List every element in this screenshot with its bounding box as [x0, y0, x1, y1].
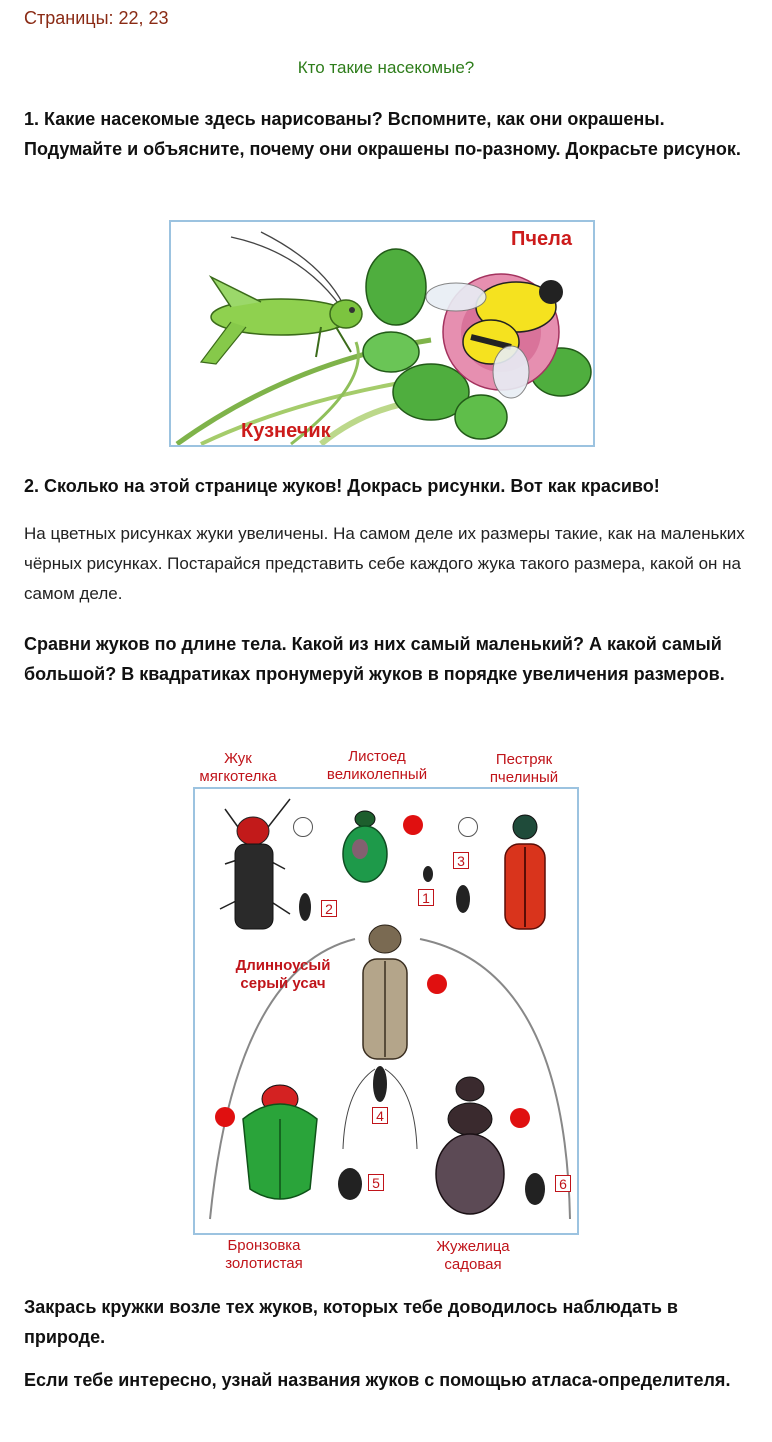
answer-circle-red[interactable] — [427, 974, 447, 994]
figure-grasshopper-bee — [169, 220, 595, 447]
label-soldier-beetle: Жук мягкотелка — [199, 750, 277, 785]
compare-paragraph: Сравни жуков по длине тела. Какой из них самый маленький? А какой самый большой? В квадратиках пронумеруй жуков в порядке увеличения размеров. — [24, 634, 725, 684]
label-bee: Пчела — [511, 228, 572, 250]
info-paragraph: На цветных рисунках жуки увеличены. На самом деле их размеры такие, как на маленьких чёрных рисунках. Постарайся представить себе каждого жука такого размера, какой он на самом деле. — [24, 524, 745, 603]
number-box-2[interactable]: 2 — [321, 900, 337, 917]
answer-circle-red[interactable] — [215, 1107, 235, 1127]
number-box-6[interactable]: 6 — [555, 1175, 571, 1192]
question-1: 1. Какие насекомые здесь нарисованы? Вспомните, как они окрашены. Подумайте и объясните, почему они окрашены по-разному. Докрасьте рисунок. — [24, 109, 741, 159]
answer-circle-empty[interactable] — [458, 817, 478, 837]
question-2: 2. Сколько на этой странице жуков! Докрась рисунки. Вот как красиво! — [24, 476, 660, 496]
answer-circle-red[interactable] — [510, 1108, 530, 1128]
answer-circle-empty[interactable] — [293, 817, 313, 837]
label-leaf-beetle: Листоед великолепный — [326, 748, 428, 783]
figure-2-illustration — [195, 789, 579, 1235]
number-box-1[interactable]: 1 — [418, 889, 434, 906]
label-grasshopper: Кузнечик — [241, 420, 331, 442]
circles-paragraph: Закрась кружки возле тех жуков, которых тебе доводилось наблюдать в природе. — [24, 1297, 678, 1347]
label-longhorn-beetle: Длинноусый серый усач — [235, 957, 331, 992]
figure-1-illustration — [171, 222, 595, 447]
answer-circle-red[interactable] — [403, 815, 423, 835]
label-checkered-beetle: Пестряк пчелиный — [489, 751, 559, 786]
figure-beetles — [193, 787, 579, 1235]
page-title: Кто такие насекомые? — [297, 58, 475, 77]
atlas-paragraph: Если тебе интересно, узнай названия жуков с помощью атласа-определителя. — [24, 1370, 731, 1390]
number-box-3[interactable]: 3 — [453, 852, 469, 869]
label-bronze-chafer: Бронзовка золотистая — [225, 1237, 303, 1272]
pages-label: Страницы: 22, 23 — [24, 8, 169, 28]
label-ground-beetle: Жужелица садовая — [436, 1238, 510, 1273]
number-box-4[interactable]: 4 — [372, 1107, 388, 1124]
number-box-5[interactable]: 5 — [368, 1174, 384, 1191]
